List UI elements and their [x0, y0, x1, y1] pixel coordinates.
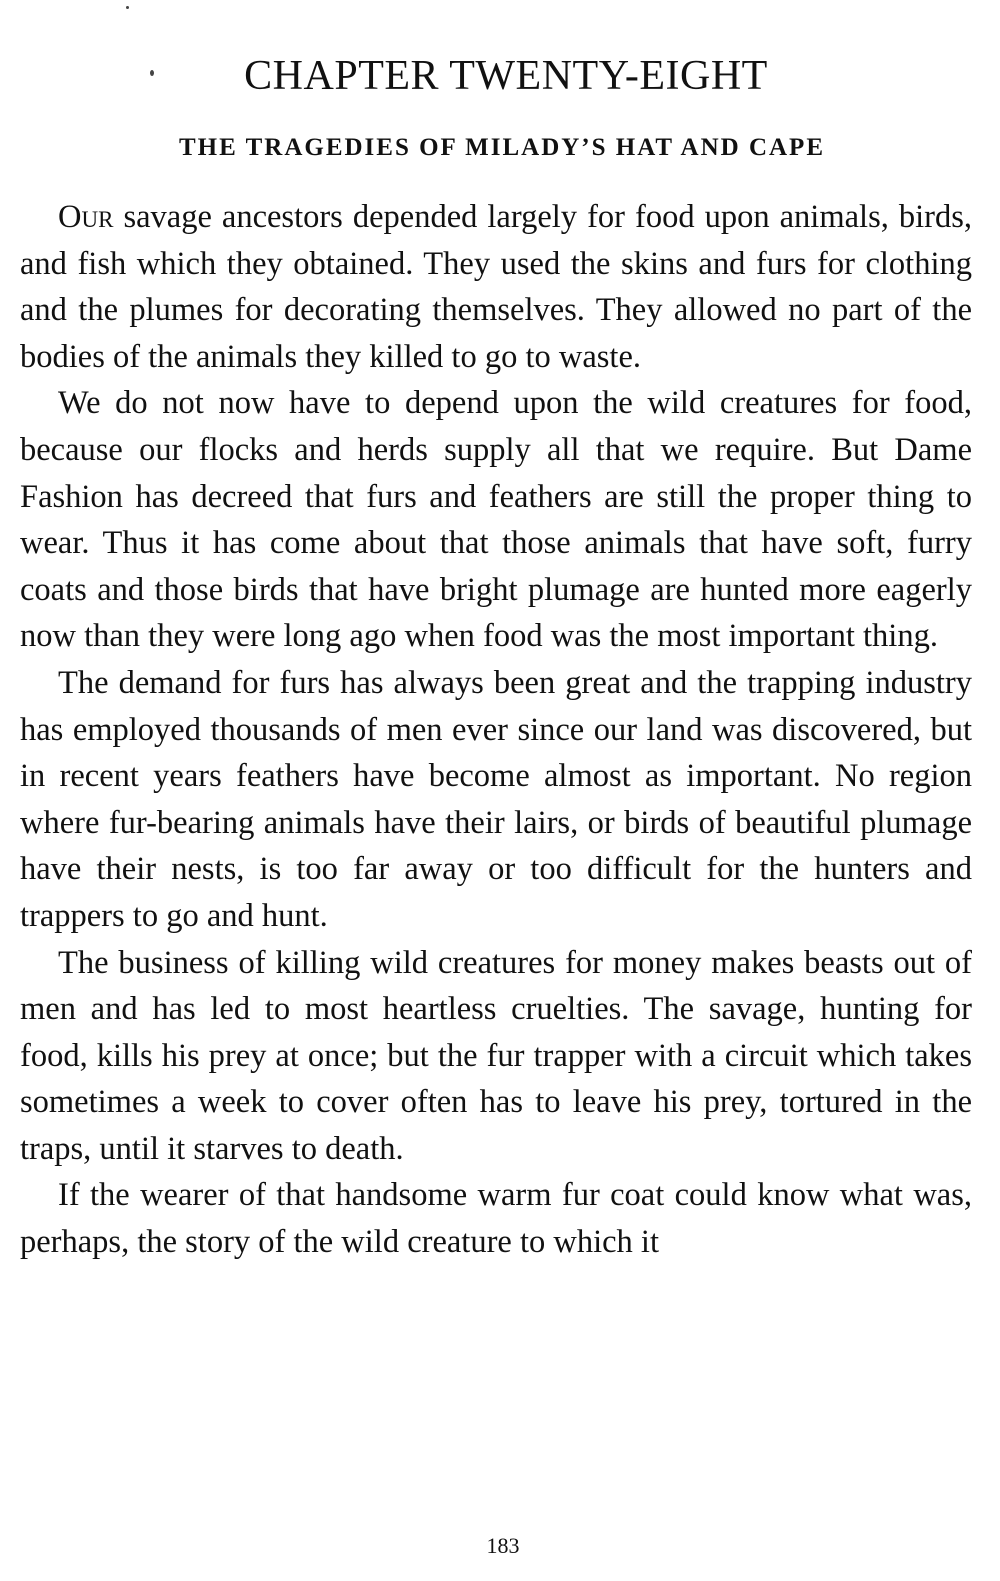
ink-speck [126, 6, 129, 9]
chapter-subtitle: THE TRAGEDIES OF MILADY’S HAT AND CAPE [179, 134, 825, 161]
paragraph-text: savage ancestors depended largely for food upon animals, birds, and fish which they obtained. They used the skins and furs for clothing and the plumes for decorating themselves. They allowed no part of the bodies of the animals they killed to go to waste. [20, 199, 972, 375]
paragraph [20, 380, 972, 660]
chapter-title: CHAPTER TWENTY-EIGHT [244, 53, 768, 99]
paragraph-text: We do not now have to depend upon the wild creatures for food, because our flocks and herds supply all that we require. But Dame Fashion has decreed that furs and feathers are still the proper thing to wear. Thus it has come about that those animals that have soft, furry coats and those birds that have bright plumage are hunted more eagerly now than they were long ago when food was the most important thing. [20, 385, 972, 655]
page-number: 183 [486, 1533, 520, 1558]
paragraph [20, 1172, 972, 1265]
paragraph-text: If the wearer of that handsome warm fur coat could know what was, perhaps, the story of the wild creature to which it [20, 1177, 972, 1261]
paragraph [20, 940, 972, 1173]
paragraph-text: The business of killing wild creatures for money makes beasts out of men and has led to most heartless cruelties. The savage, hunting for food, kills his prey at once; but the fur trapper with a circuit which takes sometimes a week to cover often has to leave his prey, tortured in the traps, until it starves to death. [20, 944, 972, 1167]
paragraph [20, 660, 972, 940]
paragraph-text: The demand for furs has always been great and the trapping industry has employed thousands of men ever since our land was discovered, but in recent years feathers have become almost as important. No region where fur-bearing animals have their lairs, or birds of beautiful plumage have their nests, is too far away or too difficult for the hunters and trappers to go and hunt. [20, 664, 972, 934]
paragraph-lead-word: Our [58, 199, 114, 235]
chapter-body [20, 194, 972, 1266]
paragraph [20, 194, 972, 380]
